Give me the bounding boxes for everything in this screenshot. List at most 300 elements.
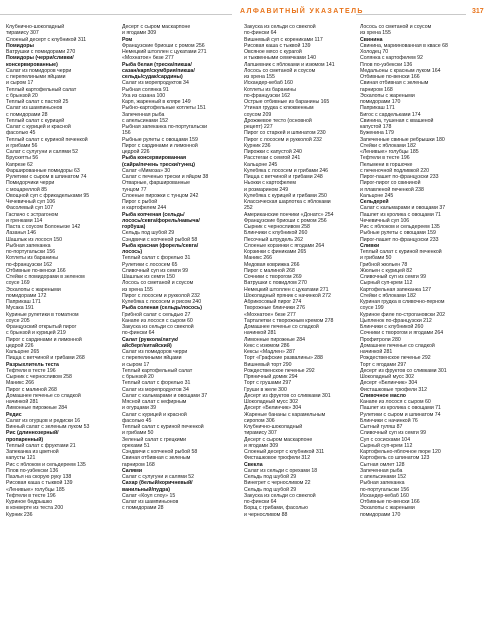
index-entry: Абрикосовый пирог 274 xyxy=(244,299,302,305)
index-entry: Жюльен с курицей 82 xyxy=(360,267,413,274)
index-entry: 252 xyxy=(244,205,253,212)
index-entry: Корзинки с финиками 265 xyxy=(244,249,307,255)
index-entry: Десерт с сыром маскарпоне xyxy=(244,436,313,443)
index-entry: и грибами 50 xyxy=(122,430,154,437)
index-heading: лосось) xyxy=(122,249,143,255)
index-entry: Десерт с сыром маскарпоне xyxy=(122,24,191,30)
index-entry: Сырный суп-крем 112 xyxy=(360,280,413,287)
index-entry: начинкой 281 xyxy=(244,330,277,337)
index-entry: Плов по-узбекски 136 xyxy=(360,61,413,68)
index-entry: Сельдь под шубой 29 xyxy=(244,474,297,480)
index-entry: по-португальски 156 xyxy=(6,249,56,255)
index-entry: Кальцоне 245 xyxy=(360,192,394,199)
index-heading: Рыба консервированная xyxy=(122,155,187,162)
index-entry: Сельдь под шубой 29 xyxy=(122,230,175,237)
index-entry: Салат из морепродуктов 34 xyxy=(122,80,189,87)
index-entry: Эскалопы с жареными xyxy=(360,92,415,99)
index-entry: Помидорчики черри xyxy=(6,180,55,187)
index-entry: Лимонные пирожные 284 xyxy=(244,336,306,343)
index-entry: Сырный суп-крем 112 xyxy=(360,442,413,449)
index-heading: горбуша) xyxy=(122,224,146,230)
index-entry: Фасолевый суп 107 xyxy=(6,205,54,212)
index-entry: капустой 178 xyxy=(360,124,392,130)
index-entry: Сытный гуляш 87 xyxy=(360,424,403,430)
index-entry: Уха из сазана 100 xyxy=(122,92,166,99)
index-entry: Сэндвичи с копченой рыбой 58 xyxy=(122,449,198,455)
index-entry: Слоеный десерт с клубникой 311 xyxy=(6,36,87,43)
index-entry: Дрожжевое тесто (основной xyxy=(244,117,312,124)
index-entry: Винный салат с зеленым луком 53 xyxy=(6,424,90,430)
index-entry: помидорами 172 xyxy=(6,292,47,299)
index-entry: Искандер-кебаб 160 xyxy=(244,80,293,87)
index-entry: Салат «Мимоза» 30 xyxy=(122,167,171,174)
index-entry: и гренками 114 xyxy=(6,217,43,224)
index-entry: Кальцоне 245 xyxy=(244,161,278,168)
index-entry: Сырник с черносливом 258 xyxy=(244,224,310,230)
index-entry: Салат из морепродуктов 34 xyxy=(122,386,189,393)
index-entry: Пирог-пашет по-французски 233 xyxy=(360,174,439,180)
index-entry: Свиная отбивная с зеленым xyxy=(122,455,191,462)
index-heading: ванильный/пудра) xyxy=(122,486,170,493)
index-entry: помидорами 170 xyxy=(360,99,401,105)
index-heading: Ром xyxy=(122,36,133,43)
index-entry: Свинина, тушеная с квашеной xyxy=(360,117,434,124)
index-entry: Салат с сулугуни и салями 52 xyxy=(6,149,79,155)
index-entry: Лимонные пирожные 284 xyxy=(6,405,68,412)
index-entry: Солянка с картофелем 92 xyxy=(360,55,423,62)
index-entry: Сочники с творогом 269 xyxy=(244,274,302,280)
index-entry: Мясной салат с кефирным xyxy=(122,399,187,405)
index-entry: с помидорами 28 xyxy=(6,111,48,118)
header-rule-left xyxy=(0,14,232,15)
index-entry: Паста с соусом Болоньезе 142 xyxy=(6,224,81,230)
index-column-1 xyxy=(6,24,118,518)
index-entry: Канапе из лосося с сыром 60 xyxy=(360,399,431,405)
index-entry: рецепт) 227 xyxy=(244,124,273,130)
index-entry: Шоколадный пряник с начинкой 272 xyxy=(244,292,331,299)
index-heading: Сахар (белый/коричневый/ xyxy=(122,480,193,487)
index-entry: Медальоны с красным луком 164 xyxy=(360,67,441,74)
index-entry: Грибной салат с сельдью 27 xyxy=(122,311,191,318)
index-entry: тунцом 77 xyxy=(122,186,147,193)
index-entry: Жареные бананы с карамельным xyxy=(244,411,326,418)
index-entry: Утиная грудка с клюквенным xyxy=(244,105,314,112)
index-entry: соусе 199 xyxy=(360,305,384,312)
index-entry: Пирог с лососем и рукколой 232 xyxy=(122,292,200,299)
index-entry: фасолью 45 xyxy=(122,417,152,424)
index-entry: Сырник с черносливом 258 xyxy=(6,374,72,380)
index-entry: Десерт «Белинчик» 304 xyxy=(360,380,418,387)
index-heading: Свинина xyxy=(360,36,383,43)
index-entry: Салат из огурцов и редиски 16 xyxy=(6,417,81,424)
index-entry: Рыбная запеканка xyxy=(6,242,51,249)
index-entry: Овощной суп с фрикадельками 95 xyxy=(6,192,90,199)
index-entry: Плов по-узбекски 136 xyxy=(6,467,59,474)
index-entry: Отбивные по-венски 166 xyxy=(360,499,420,505)
index-entry: Немецкий штоллен с цукатами 271 xyxy=(244,286,329,293)
index-entry: Шашлык из семги 150 xyxy=(122,274,175,280)
index-entry: Теплый салат с куриной печенкой xyxy=(6,136,88,143)
index-entry: Пирог с сардинами и лимонной xyxy=(6,336,82,343)
index-entry: Маникс 266 xyxy=(244,255,273,262)
index-entry: Буженина 179 xyxy=(360,130,394,137)
index-entry: Салат из шампиньонов xyxy=(6,105,63,112)
index-entry: Искандер-кебаб 160 xyxy=(360,492,409,499)
index-entry: из хрена 155 xyxy=(244,74,275,80)
index-entry: Отварные, фаршированные xyxy=(122,180,191,187)
page-number: 317 xyxy=(472,8,484,15)
index-entry: Кулебяка с лососем и грибами 246 xyxy=(244,167,329,174)
index-column-3 xyxy=(244,24,356,518)
index-entry: Картофельно-яблочное пюре 120 xyxy=(360,449,441,455)
index-heading: лосось/севга/форель/навыча/ xyxy=(122,217,200,224)
index-entry: Бигос с сардельками 174 xyxy=(360,111,421,118)
index-entry: Лазанья 146 xyxy=(6,230,36,237)
index-entry: начинкой 281 xyxy=(6,399,39,405)
index-heading: Разрыхлитель теста xyxy=(6,361,59,368)
index-entry: Паприкаш 171 xyxy=(6,299,41,305)
index-entry: Блинчики с начинкой 76 xyxy=(360,417,418,424)
index-entry: Рисовая каша с тыквой 139 xyxy=(244,42,311,49)
index-entry: Сливочный суп из семги 99 xyxy=(122,267,188,274)
index-entry: Теплый салат с куриной печенкой xyxy=(122,424,204,430)
index-entry: Торт с ягодами 297 xyxy=(360,361,407,368)
index-entry: Салат «Коул слоу» 15 xyxy=(122,492,176,499)
index-entry: Отбивные по-венски 166 xyxy=(360,74,420,80)
index-entry: Ватрушки с повидлом 270 xyxy=(244,280,307,287)
index-entry: с помидорами 28 xyxy=(122,505,164,512)
index-entry: Запеканка из цветной xyxy=(6,449,59,455)
index-entry: Фисташковое трюфели 312 xyxy=(244,455,311,462)
index-entry: и черносливом 88 xyxy=(244,511,288,518)
index-entry: Десерт из фруктов со сливками 301 xyxy=(244,392,331,399)
index-entry: Немецкий штоллен с цукатами 271 xyxy=(122,49,207,55)
index-entry: Куриные рулетики в томатном xyxy=(6,311,79,318)
index-entry: Пирожки с капустой 240 xyxy=(244,149,302,155)
index-column-4 xyxy=(360,24,472,518)
index-entry: по-фински 64 xyxy=(122,330,155,337)
index-entry: и ягодами 309 xyxy=(244,442,279,449)
index-entry: Творожные блинчики 276 xyxy=(244,305,306,312)
index-entry: Пирог со старкей и шпинатом 230 xyxy=(244,130,326,137)
index-entry: с перепелиными яйцами xyxy=(122,355,182,362)
index-entry: Пирог с малиной 268 xyxy=(244,267,295,274)
index-entry: Котлеты из баранины xyxy=(6,255,58,262)
index-entry: с апельсинами 152 xyxy=(360,474,406,480)
index-entry: Картофель со шпинатом 123 xyxy=(360,455,430,462)
index-entry: Чечевичный суп 106 xyxy=(360,217,410,224)
index-entry: Блинчики с клубникой 260 xyxy=(360,324,424,330)
index-entry: Борщ с грибами, фасолью xyxy=(244,505,308,512)
index-entry: Тефтели в тесте 196 xyxy=(6,367,56,374)
index-entry: тирамису 307 xyxy=(244,430,277,437)
index-entry: «Ленивые» голубцы 185 xyxy=(360,149,419,155)
index-entry: Профитроли 280 xyxy=(360,336,401,343)
index-entry: Чечевичный суп 106 xyxy=(6,199,56,205)
index-entry: Торт «Графские развалины» 288 xyxy=(244,355,323,362)
index-entry: Рис с яблоком и сельдереем 135 xyxy=(360,224,440,230)
index-entry: Рыбно-картофельные котлеты 151 xyxy=(122,105,206,112)
index-entry: Закуска из сельди со свеклой xyxy=(244,24,316,30)
index-entry: Теплый салат с форелью 31 xyxy=(122,380,191,387)
index-entry: Салат из сельди с орехами 18 xyxy=(244,467,318,474)
index-entry: Отбивные по-венски 166 xyxy=(6,267,66,274)
index-entry: Салат из помидоров черри xyxy=(6,67,72,74)
index-entry: Курник 236 xyxy=(6,511,33,518)
index-heading: Рыба соленая (сельдь/лосось) xyxy=(122,305,202,312)
index-entry: Пирог-пашет по-французски 233 xyxy=(360,236,439,243)
index-entry: Пирог-пирог со свининой xyxy=(360,180,421,187)
index-entry: Кальцоне 265 xyxy=(6,349,40,355)
index-entry: Стейки с яблоками 182 xyxy=(360,142,416,149)
index-entry: Пирог с лососем и рукколой 232 xyxy=(244,136,322,143)
index-entry: с брынзой и курицей 219 xyxy=(6,330,66,337)
index-entry: Французские бриоши с ромом 256 xyxy=(122,42,205,49)
index-entry: Пашлет из кролика с овощами 71 xyxy=(360,405,441,412)
index-entry: помидорами 170 xyxy=(360,511,401,518)
index-entry: Пицца с ветчиной и грибами 248 xyxy=(244,174,323,180)
index-entry: Торт с грушами 297 xyxy=(244,380,292,387)
index-entry: по-фински 64 xyxy=(244,499,277,505)
index-entry: Блинчики с клубникой 260 xyxy=(244,230,308,237)
index-entry: Брускетты 56 xyxy=(6,155,39,162)
index-entry: по-французски 162 xyxy=(244,92,291,99)
index-entry: Рыбная запеканка по-португальски xyxy=(122,124,208,130)
index-entry: Тефтели в тесте 196 xyxy=(6,492,56,499)
index-heading: Салат (руккола/латук/ xyxy=(122,336,179,343)
index-entry: Пирог с рыбой xyxy=(122,199,158,205)
index-entry: Теплый салат с фруктами 21 xyxy=(6,442,76,449)
index-heading: Рис (длиннозерный/ xyxy=(6,430,59,437)
index-heading: Рыба белая (треска/пикша/ xyxy=(122,61,192,68)
index-entry: Картофельная запеканка 127 xyxy=(360,286,432,293)
index-entry: Ньокки с картофелем xyxy=(244,180,296,187)
index-entry: по-португальски 156 xyxy=(360,486,410,493)
index-entry: Винегрет с черносливом 22 xyxy=(244,480,311,487)
index-entry: Эскалопы с жареными xyxy=(6,286,61,293)
index-heading: Сливки xyxy=(360,242,380,249)
index-entry: Слоеные пирожки с тунцом 242 xyxy=(122,192,199,199)
index-entry: соусе 169 xyxy=(6,280,30,287)
index-entry: Кекс с изюмом 286 xyxy=(244,342,290,349)
index-entry: цедрой 226 xyxy=(6,342,34,349)
index-entry: Рыбные рулеты с овощами 159 xyxy=(122,136,198,143)
index-entry: Вишневый торт 290 xyxy=(244,361,292,368)
index-heading: айсберг/китайский) xyxy=(122,342,172,349)
index-entry: Рисовая каша с тыквой 139 xyxy=(6,480,73,487)
index-entry: Суп с сосисками 104 xyxy=(360,436,411,443)
index-heading: Свекла xyxy=(244,461,263,468)
index-entry: Паприкаш 171 xyxy=(360,105,395,112)
index-entry: Рождественское печенье 292 xyxy=(360,355,431,362)
index-entry: начинкой 281 xyxy=(360,349,393,355)
index-entry: Фисташковые трюфели 312 xyxy=(360,386,427,393)
index-entry: «Ленивые» голубцы 185 xyxy=(6,486,65,493)
page-title: АЛФАВИТНЫЙ УКАЗАТЕЛЬ xyxy=(240,8,364,15)
index-entry: Овсяное мясо с курагой xyxy=(244,49,302,55)
index-entry: цедрой 226 xyxy=(122,149,150,155)
index-entry: Салат из шампиньонов xyxy=(122,499,179,505)
index-entry: Рождественское печенье 292 xyxy=(244,367,315,374)
index-entry: Стейки с яблоками 182 xyxy=(360,292,416,299)
index-entry: Грибной жюльен 78 xyxy=(360,261,408,268)
index-entry: Ватрушки с помидорами 270 xyxy=(6,49,76,55)
index-entry: Салат из помидоров черри xyxy=(122,349,188,355)
index-entry: Закуска из сельди со свеклой xyxy=(122,324,194,330)
index-entry: и плавленой печенкой 238 xyxy=(360,186,424,193)
index-entry: и сыром 17 xyxy=(6,80,34,87)
index-entry: Рулетики с лососем 65 xyxy=(122,261,178,268)
index-entry: и грибами 50 xyxy=(360,255,392,262)
index-entry: Острые отбивные из баранины 165 xyxy=(244,99,330,105)
index-entry: Лапшевник с яблоками и изюмом 141 xyxy=(244,61,335,68)
index-entry: с печеночной подливкой 220 xyxy=(360,167,430,174)
index-entry: Кулебяка с курицей и грибами 250 xyxy=(244,192,327,199)
index-entry: и розмарином 249 xyxy=(244,186,289,193)
index-entry: Котлеты из баранины xyxy=(244,86,296,93)
index-heading: сазан/карп/скумбрия/пикша/ xyxy=(122,67,195,74)
index-entry: гарниром 168 xyxy=(122,461,155,468)
index-entry: «Мохнатое» безе 277 xyxy=(122,55,174,62)
index-heading: пропаренный) xyxy=(6,436,44,443)
index-entry: Клубнично-шоколадный xyxy=(244,424,303,430)
index-column-2 xyxy=(122,24,234,512)
index-entry: Пашлет из кролика с овощами 71 xyxy=(360,211,441,218)
index-entry: и грибами 56 xyxy=(6,142,38,149)
index-entry: Пирог с малиной 268 xyxy=(6,386,57,393)
index-heading: Редис xyxy=(6,411,22,418)
index-entry: фасолью 45 xyxy=(6,130,36,137)
index-entry: Паэлья на скорую руку 138 xyxy=(6,474,72,480)
index-entry: Салат с сулугуни и салями 52 xyxy=(122,474,195,480)
index-entry: Салат с курицей и красной xyxy=(122,411,187,418)
index-entry: орехами 51 xyxy=(122,442,150,449)
index-entry: с брынзой 20 xyxy=(6,92,38,99)
index-entry: Пряничный домик 294 xyxy=(244,374,298,380)
index-entry: Домашнее печенье со сладкой xyxy=(6,392,81,399)
index-entry: гарниром 168 xyxy=(360,86,393,93)
index-entry: Лосось со сметаной и соусом xyxy=(122,280,194,287)
index-entry: Холодец 70 xyxy=(360,49,389,55)
index-entry: Сэндвичи с копченой рыбой 58 xyxy=(122,236,198,243)
index-entry: Закуска из сельди со свеклой xyxy=(244,492,316,499)
index-entry: Рыбные рулеты с овощами 159 xyxy=(360,230,436,237)
index-entry: Гаспачо с эстрагоном xyxy=(6,211,59,218)
index-entry: Теплый салат с форелью 31 xyxy=(122,255,191,262)
index-entry: Маникс 266 xyxy=(6,380,35,387)
index-entry: Свинина, мариинованная в квасе 68 xyxy=(360,42,448,49)
index-entry: Канапе из лосося с сыром 60 xyxy=(122,317,193,324)
index-entry: Куриная грудка в сливочно-перном xyxy=(360,299,445,305)
index-entry: Песочный штрудель 262 xyxy=(244,236,304,243)
index-entry: Теплый картофельный салат xyxy=(6,86,77,93)
index-entry: в конверте из теста 200 xyxy=(6,505,64,512)
index-heading: Рыба копченая (сельдь/ xyxy=(122,211,185,218)
index-entry: Запеченные свиные ребрышки 180 xyxy=(360,136,445,143)
index-entry: Салат с курицей и красной xyxy=(6,124,71,130)
index-entry: Вишневый суп с корениками 117 xyxy=(244,36,323,43)
index-entry: Американские пончики «Донатс» 254 xyxy=(244,211,334,218)
index-entry: Пирог с сардинами и лимонной xyxy=(122,142,198,149)
index-heading: консервированные) xyxy=(6,61,58,68)
index-entry: соусе 205 xyxy=(6,317,30,324)
index-entry: Теплый салат с пастой 25 xyxy=(6,99,69,105)
index-entry: Курник 236 xyxy=(244,142,271,149)
index-entry: Клубнично-шоколадный xyxy=(6,24,65,30)
index-entry: Рис с яблоком и сельдереем 135 xyxy=(6,461,86,468)
index-heading: (сайра/печень трески/тунец) xyxy=(122,161,195,168)
index-entry: Сочники с творогом и ягодами 264 xyxy=(360,330,444,337)
index-entry: Домашнее печенье со сладкой xyxy=(244,324,319,330)
index-heading: Рыба красная (форель/севга/ xyxy=(122,242,199,249)
index-entry: Рулетики с сыром в шпинатом 74 xyxy=(6,174,87,180)
index-entry: Рыбная солянка 91 xyxy=(122,86,169,93)
index-entry: с брынзой 20 xyxy=(122,374,154,380)
index-entry: Сливочный суп из семги 99 xyxy=(360,274,426,280)
index-entry: Куриное филе по-строгановски 202 xyxy=(360,311,446,318)
index-entry: Шашлык из лосося 150 xyxy=(6,236,62,243)
index-entry: и огурцами 39 xyxy=(122,405,157,412)
index-entry: Зеленый салат с грецкими xyxy=(122,436,187,443)
index-entry: Медовая коврижка 266 xyxy=(244,261,300,268)
index-entry: тирамису 307 xyxy=(6,30,39,37)
index-entry: 156 xyxy=(122,130,131,137)
index-entry: Десерт «Белинчик» 304 xyxy=(244,405,302,412)
index-entry: Свиная отбивная с зеленым xyxy=(360,80,429,87)
index-entry: по-французски 162 xyxy=(6,261,53,268)
index-entry: Кексы «Мадлен» 287 xyxy=(244,349,295,355)
index-entry: из хрена 155 xyxy=(122,286,153,293)
index-entry: Капрезе 62 xyxy=(6,161,33,168)
index-entry: Фаршированные помидоры 63 xyxy=(6,167,80,174)
index-entry: с перепелиными яйцами xyxy=(6,74,66,80)
index-entry: Карп, жаренный в кляре 149 xyxy=(122,99,191,105)
index-entry: Слоеный десерт с клубникой 311 xyxy=(244,449,325,455)
index-entry: с моцареллой 85 xyxy=(6,186,48,193)
index-entry: Салат с кальмарами и овощами 37 xyxy=(360,205,446,212)
index-entry: Сельдь под шубой 29 xyxy=(244,486,297,493)
index-entry: Классическая шарлотка с яблоками xyxy=(244,199,331,205)
header-rule-right xyxy=(356,14,466,15)
index-heading: Помидоры xyxy=(6,42,34,49)
index-entry: Французский открытый пирог xyxy=(6,324,77,330)
index-entry: Слоеные корзинки с ягодами 264 xyxy=(244,242,325,249)
index-entry: Салат с кальмарами и овощами 37 xyxy=(122,392,208,399)
index-entry: Домашнее печенье со сладкой xyxy=(360,342,435,349)
index-heading: сельдь/судак/сардины) xyxy=(122,74,183,80)
index-heading: Помидоры (черри/сливки/ xyxy=(6,55,74,62)
index-entry: Салат с печенью трески и яйцом 38 xyxy=(122,174,209,180)
index-entry: Лосось со сметаной и соусом xyxy=(244,67,316,74)
index-entry: Тарталетки с творожным кремом 278 xyxy=(244,317,334,324)
index-entry: Шоколадный мусс 302 xyxy=(244,399,299,405)
index-entry: Куриное бедрышко xyxy=(6,499,53,505)
index-entry: Груши в желе 300 xyxy=(244,386,287,393)
index-entry: сиропом 306 xyxy=(244,417,275,424)
index-entry: Пельмени в горшочке xyxy=(360,161,413,168)
index-entry: Шоколадный мусс 302 xyxy=(360,374,415,380)
index-entry: Рыбная запеканка xyxy=(360,480,405,487)
index-entry: Цыпленок по-французски 212 xyxy=(360,317,432,324)
index-entry: Эскалопы с жареными xyxy=(360,505,415,512)
index-entry: Стейки с помидорами в зеленом xyxy=(6,274,85,280)
index-entry: Теплый картофельный салат xyxy=(122,367,193,374)
index-entry: по-фински 64 xyxy=(244,30,277,37)
index-entry: и ягодами 309 xyxy=(122,30,157,37)
index-entry: Теплый салат с куриной печенкой xyxy=(360,249,442,255)
index-heading: Салями xyxy=(122,467,143,474)
index-entry: Тефтели в тесте 196 xyxy=(360,155,410,162)
